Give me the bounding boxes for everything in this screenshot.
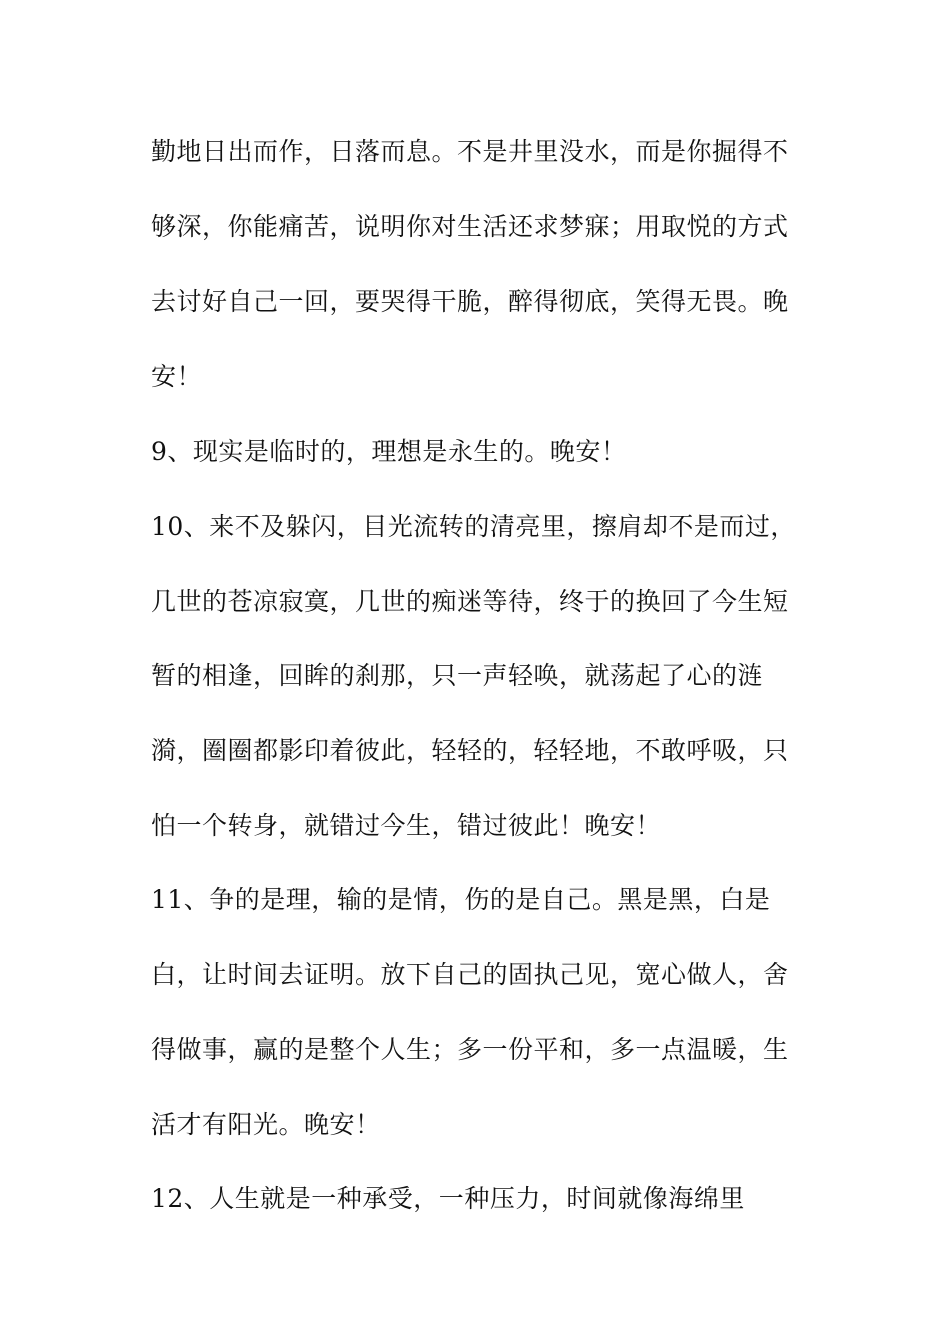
text-line: 勤地日出而作，日落而息。不是井里没水，而是你掘得不 bbox=[151, 137, 789, 166]
text-line: 得做事，赢的是整个人生；多一份平和，多一点温暖，生 bbox=[151, 1035, 789, 1064]
text-line: 去讨好自己一回，要哭得干脆，醉得彻底，笑得无畏。晚 bbox=[151, 287, 789, 316]
text-line: 怕一个转身，就错过今生，错过彼此！晚安！ bbox=[151, 811, 662, 840]
text-line: 够深，你能痛苦，说明你对生活还求梦寐；用取悦的方式 bbox=[151, 212, 789, 241]
text-line: 安！ bbox=[151, 362, 203, 391]
text-line: 暂的相逢，回眸的刹那，只一声轻唤，就荡起了心的涟 bbox=[151, 661, 764, 690]
text-line: 活才有阳光。晚安！ bbox=[151, 1110, 381, 1139]
text-line: 10、来不及躲闪，目光流转的清亮里，擦肩却不是而过， bbox=[151, 512, 796, 541]
text-line: 漪，圈圈都影印着彼此，轻轻的，轻轻地，不敢呼吸，只 bbox=[151, 736, 789, 765]
text-line: 9、现实是临时的，理想是永生的。晚安！ bbox=[151, 437, 627, 466]
text-line: 12、人生就是一种承受，一种压力，时间就像海绵里 bbox=[151, 1184, 745, 1213]
text-line: 11、争的是理，输的是情，伤的是自己。黑是黑，白是 bbox=[151, 885, 771, 914]
text-line: 几世的苍凉寂寞，几世的痴迷等待，终于的换回了今生短 bbox=[151, 587, 789, 616]
text-line: 白，让时间去证明。放下自己的固执己见，宽心做人，舍 bbox=[151, 960, 789, 989]
